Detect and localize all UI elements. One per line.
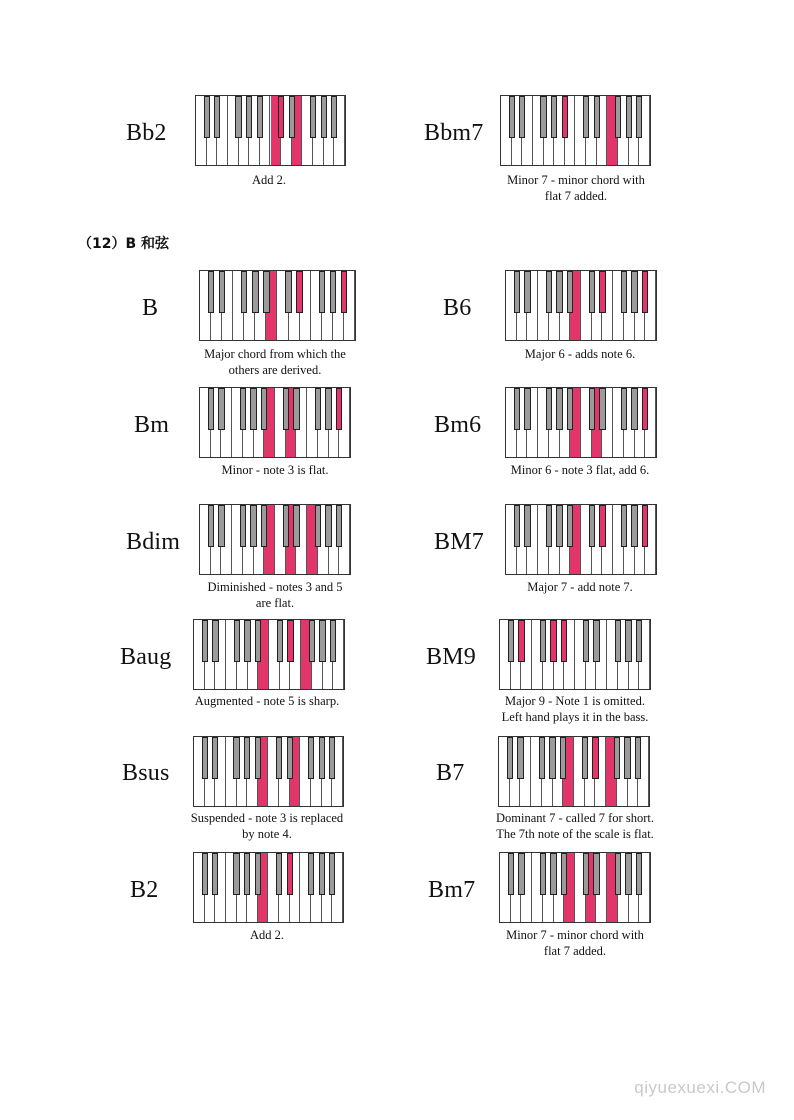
black-key <box>287 737 293 779</box>
black-key <box>329 737 335 779</box>
black-key-highlighted <box>341 271 347 313</box>
black-key <box>319 853 325 895</box>
black-key <box>255 853 261 895</box>
chord-description <box>470 346 690 362</box>
black-key <box>315 505 321 547</box>
black-key <box>589 388 595 430</box>
piano-keyboard <box>199 270 356 341</box>
black-key-highlighted <box>599 505 605 547</box>
chord-name: Bm7 <box>428 877 476 903</box>
black-key <box>624 737 630 779</box>
black-key <box>325 388 331 430</box>
chord-description <box>157 810 377 842</box>
black-key-highlighted <box>278 96 284 138</box>
piano-keyboard <box>199 387 351 458</box>
black-key <box>593 620 599 662</box>
black-key <box>583 96 589 138</box>
black-key <box>621 505 627 547</box>
black-key <box>614 737 620 779</box>
chord-description <box>157 927 377 943</box>
black-key <box>567 271 573 313</box>
black-key <box>218 505 224 547</box>
description-line: The 7th note of the scale is flat. <box>496 827 654 841</box>
black-key <box>202 737 208 779</box>
black-key <box>233 853 239 895</box>
black-key <box>524 271 530 313</box>
black-key <box>212 853 218 895</box>
black-key <box>319 271 325 313</box>
black-key <box>517 737 523 779</box>
black-key <box>293 505 299 547</box>
black-key <box>219 271 225 313</box>
description-line: others are derived. <box>228 363 322 377</box>
chord-name: B6 <box>443 295 472 321</box>
black-key <box>257 96 263 138</box>
description-line: Minor 6 - note 3 flat, add 6. <box>510 463 650 477</box>
piano-keyboard <box>499 619 651 690</box>
black-key <box>244 737 250 779</box>
chord-description <box>159 172 379 188</box>
black-key <box>244 620 250 662</box>
black-key <box>212 737 218 779</box>
description-line: by note 4. <box>242 827 292 841</box>
black-key <box>621 388 627 430</box>
piano-keyboard <box>195 95 346 166</box>
black-key <box>636 853 642 895</box>
black-key <box>615 853 621 895</box>
chord-description <box>465 927 685 959</box>
black-key <box>241 271 247 313</box>
black-key <box>255 620 261 662</box>
black-key <box>208 505 214 547</box>
black-key <box>551 96 557 138</box>
black-key <box>214 96 220 138</box>
piano-keyboard <box>193 736 344 807</box>
chord-description <box>470 579 690 595</box>
description-line: flat 7 added. <box>543 944 607 958</box>
black-key <box>556 505 562 547</box>
black-key <box>549 737 555 779</box>
piano-keyboard <box>498 736 650 807</box>
chord-name: B <box>142 295 159 321</box>
black-key <box>519 96 525 138</box>
black-key <box>315 388 321 430</box>
black-key <box>331 96 337 138</box>
black-key <box>556 271 562 313</box>
black-key <box>635 737 641 779</box>
black-key <box>631 388 637 430</box>
black-key <box>524 388 530 430</box>
black-key <box>309 620 315 662</box>
black-key <box>261 388 267 430</box>
description-line: Add 2. <box>249 928 285 942</box>
black-key-highlighted <box>642 505 648 547</box>
chord-name: Bsus <box>122 760 170 786</box>
black-key <box>583 853 589 895</box>
chord-name: BM7 <box>434 529 484 555</box>
black-key-highlighted <box>336 388 342 430</box>
description-line: flat 7 added. <box>544 189 608 203</box>
black-key <box>240 388 246 430</box>
black-key <box>321 96 327 138</box>
black-key <box>560 737 566 779</box>
black-key <box>508 620 514 662</box>
description-line: Diminished - notes 3 and 5 <box>207 580 343 594</box>
black-key <box>615 96 621 138</box>
piano-keyboard <box>505 504 657 575</box>
black-key <box>509 96 515 138</box>
chord-name: Baug <box>120 644 172 670</box>
black-key <box>508 853 514 895</box>
black-key-highlighted <box>562 96 568 138</box>
description-line: Major 6 - adds note 6. <box>524 347 636 361</box>
black-key <box>589 271 595 313</box>
piano-keyboard <box>193 852 344 923</box>
black-key <box>276 737 282 779</box>
black-key <box>631 505 637 547</box>
black-key-highlighted <box>642 388 648 430</box>
description-line: Add 2. <box>251 173 287 187</box>
black-key-highlighted <box>296 271 302 313</box>
chord-description <box>470 462 690 478</box>
black-key-highlighted <box>592 737 598 779</box>
black-key <box>540 96 546 138</box>
black-key-highlighted <box>642 271 648 313</box>
black-key <box>276 853 282 895</box>
piano-keyboard <box>505 387 657 458</box>
black-key <box>263 271 269 313</box>
black-key <box>244 853 250 895</box>
black-key <box>246 96 252 138</box>
description-line: Major 7 - add note 7. <box>527 580 633 594</box>
description-line: Major 9 - Note 1 is omitted. <box>505 694 645 708</box>
black-key <box>631 271 637 313</box>
black-key <box>308 737 314 779</box>
black-key <box>546 271 552 313</box>
black-key <box>202 853 208 895</box>
black-key <box>204 96 210 138</box>
black-key <box>625 853 631 895</box>
black-key <box>514 505 520 547</box>
black-key <box>524 505 530 547</box>
description-line: Minor - note 3 is flat. <box>221 463 329 477</box>
black-key <box>336 505 342 547</box>
description-line: Major chord from which the <box>204 347 346 361</box>
black-key <box>319 737 325 779</box>
black-key <box>567 505 573 547</box>
black-key <box>329 853 335 895</box>
chord-description <box>465 810 685 842</box>
black-key <box>514 271 520 313</box>
black-key <box>599 388 605 430</box>
black-key <box>283 388 289 430</box>
black-key <box>250 505 256 547</box>
black-key <box>308 853 314 895</box>
black-key <box>567 388 573 430</box>
black-key <box>546 388 552 430</box>
chord-description <box>165 346 385 378</box>
black-key-highlighted <box>550 620 556 662</box>
black-key <box>561 853 567 895</box>
chord-name: Bm <box>134 412 170 438</box>
chord-name: Bdim <box>126 529 181 555</box>
black-key <box>233 737 239 779</box>
black-key <box>540 620 546 662</box>
black-key <box>582 737 588 779</box>
black-key <box>330 271 336 313</box>
chord-name: B2 <box>130 877 159 903</box>
black-key <box>539 737 545 779</box>
black-key <box>550 853 556 895</box>
black-key <box>293 388 299 430</box>
chord-description <box>466 172 686 204</box>
black-key <box>202 620 208 662</box>
description-line: are flat. <box>255 596 295 610</box>
black-key <box>330 620 336 662</box>
black-key <box>325 505 331 547</box>
black-key-highlighted <box>287 620 293 662</box>
black-key <box>556 388 562 430</box>
black-key <box>615 620 621 662</box>
black-key <box>546 505 552 547</box>
description-line: Dominant 7 - called 7 for short. <box>496 811 654 825</box>
chord-description <box>465 693 685 725</box>
black-key <box>218 388 224 430</box>
black-key <box>252 271 258 313</box>
black-key <box>319 620 325 662</box>
description-line: Augmented - note 5 is sharp. <box>194 694 340 708</box>
description-line: Minor 7 - minor chord with <box>506 928 644 942</box>
black-key <box>626 96 632 138</box>
black-key <box>589 505 595 547</box>
piano-keyboard <box>505 270 657 341</box>
piano-keyboard <box>499 852 651 923</box>
black-key <box>212 620 218 662</box>
black-key <box>594 96 600 138</box>
black-key <box>583 620 589 662</box>
black-key <box>289 96 295 138</box>
chord-name: Bbm7 <box>424 120 484 146</box>
black-key <box>285 271 291 313</box>
black-key <box>283 505 289 547</box>
piano-keyboard <box>193 619 345 690</box>
black-key <box>235 96 241 138</box>
section-title: （12）B 和弦 <box>78 236 170 252</box>
black-key <box>277 620 283 662</box>
black-key <box>250 388 256 430</box>
black-key-highlighted <box>287 853 293 895</box>
description-line: Minor 7 - minor chord with <box>507 173 645 187</box>
black-key <box>518 853 524 895</box>
black-key <box>593 853 599 895</box>
piano-keyboard <box>500 95 651 166</box>
description-line: Suspended - note 3 is replaced <box>190 811 344 825</box>
black-key <box>208 271 214 313</box>
black-key <box>636 620 642 662</box>
chord-name: BM9 <box>426 644 476 670</box>
black-key <box>234 620 240 662</box>
black-key <box>621 271 627 313</box>
black-key <box>514 388 520 430</box>
black-key <box>625 620 631 662</box>
black-key <box>310 96 316 138</box>
chord-description <box>165 462 385 478</box>
chord-description <box>157 693 377 709</box>
watermark: qiyuexuexi.COM <box>634 1078 766 1097</box>
black-key-highlighted <box>518 620 524 662</box>
chord-name: Bm6 <box>434 412 482 438</box>
black-key <box>208 388 214 430</box>
chord-name: B7 <box>436 760 465 786</box>
black-key-highlighted <box>599 271 605 313</box>
black-key <box>540 853 546 895</box>
black-key <box>255 737 261 779</box>
black-key-highlighted <box>561 620 567 662</box>
piano-keyboard <box>199 504 351 575</box>
black-key <box>261 505 267 547</box>
description-line: Left hand plays it in the bass. <box>501 710 649 724</box>
black-key <box>507 737 513 779</box>
chord-description <box>165 579 385 611</box>
black-key <box>240 505 246 547</box>
black-key <box>636 96 642 138</box>
chord-name: Bb2 <box>126 120 167 146</box>
